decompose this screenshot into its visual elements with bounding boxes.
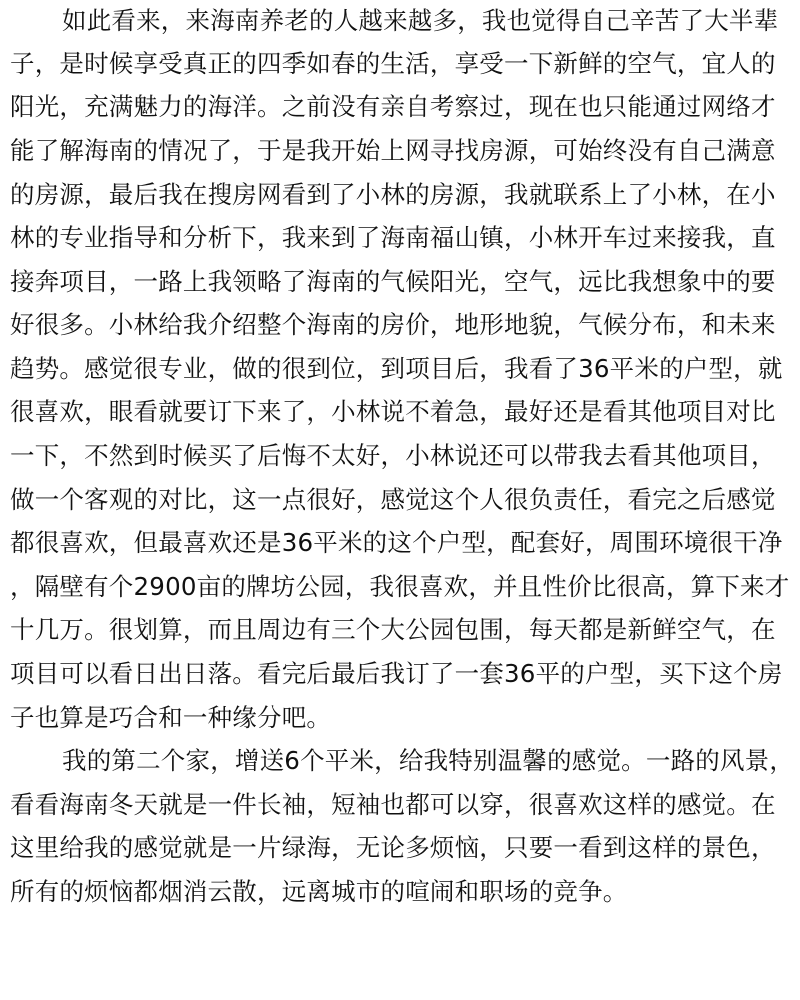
paragraph-1-line-11: 一下，不然到时候买了后悔不太好，小林说还可以带我去看其他项目， (10, 441, 776, 470)
paragraph-1-line-14: ，隔壁有个2900亩的牌坊公园，我很喜欢，并且性价比很高，算下来才 (10, 572, 790, 601)
paragraph-1-line-17: 子也算是巧合和一种缘分吧。 (10, 703, 332, 732)
paragraph-1-line-10: 很喜欢，眼看就要订下来了，小林说不着急，最好还是看其他项目对比 (10, 397, 776, 426)
paragraph-2-line-3: 这里给我的感觉就是一片绿海，无论多烦恼，只要一看到这样的景色， (10, 833, 776, 862)
paragraph-1-line-2: 子，是时候享受真正的四季如春的生活，享受一下新鲜的空气，宜人的 (10, 49, 776, 78)
paragraph-1-line-15: 十几万。很划算，而且周边有三个大公园包围，每天都是新鲜空气，在 (10, 615, 776, 644)
paragraph-2-line-4: 所有的烦恼都烟消云散，远离城市的喧闹和职场的竞争。 (10, 877, 628, 906)
paragraph-1-line-16: 项目可以看日出日落。看完后最后我订了一套36平的户型，买下这个房 (10, 659, 783, 688)
paragraph-1-line-6: 林的专业指导和分析下，我来到了海南福山镇，小林开车过来接我，直 (10, 223, 776, 252)
paragraph-2-line-2: 看看海南冬天就是一件长袖，短袖也都可以穿，很喜欢这样的感觉。在 (10, 790, 776, 819)
paragraph-2-line-1: 我的第二个家，增送6个平米，给我特别温馨的感觉。一路的风景， (62, 746, 795, 775)
paragraph-1-line-9: 趋势。感觉很专业，做的很到位，到项目后，我看了36平米的户型，就 (10, 354, 783, 383)
paragraph-1-line-7: 接奔项目，一路上我领略了海南的气候阳光，空气，远比我想象中的要 (10, 267, 776, 296)
paragraph-1-line-4: 能了解海南的情况了，于是我开始上网寻找房源，可始终没有自己满意 (10, 136, 776, 165)
paragraph-1-line-8: 好很多。小林给我介绍整个海南的房价，地形地貌，气候分布，和未来 (10, 310, 776, 339)
paragraph-1-line-13: 都很喜欢，但最喜欢还是36平米的这个户型，配套好，周围环境很干净 (10, 528, 783, 557)
paragraph-1-line-5: 的房源，最后我在搜房网看到了小林的房源，我就联系上了小林，在小 (10, 180, 776, 209)
paragraph-1-line-3: 阳光，充满魅力的海洋。之前没有亲自考察过，现在也只能通过网络才 (10, 92, 776, 121)
paragraph-1-line-12: 做一个客观的对比，这一点很好，感觉这个人很负责任，看完之后感觉 (10, 485, 776, 514)
paragraph-1-line-1: 如此看来，来海南养老的人越来越多，我也觉得自己辛苦了大半辈 (62, 6, 779, 35)
